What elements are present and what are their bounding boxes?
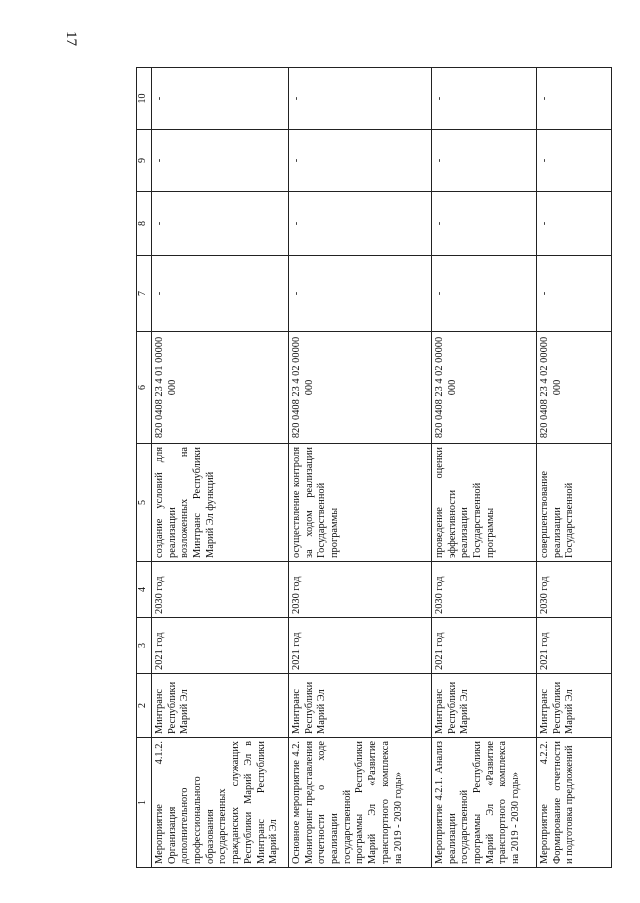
value-cell-7: - [152,256,289,332]
program-activities-table [136,67,612,868]
header-cell-5: 5 [137,444,152,562]
start-year-cell: 2021 год [537,618,612,674]
value-cell-10: - [152,68,289,130]
result-cell: совершенствование реализации Государственной [537,444,612,562]
value-cell-10: - [289,68,432,130]
executor-cell: Минтранс Республики Марий Эл [537,674,612,738]
activity-cell: Мероприятие 4.2.1. Анализ реализации государственной программы Республики Марий Эл «Развитие транспортного комплекса на 2019 - 2030 годы» [432,738,537,868]
table-row [152,68,289,868]
result-cell: проведение оценки эффективности реализации Государственной программы [432,444,537,562]
value-cell-7: - [289,256,432,332]
header-cell-1: 1 [137,738,152,868]
header-cell-4: 4 [137,562,152,618]
value-cell-7: - [432,256,537,332]
end-year-cell: 2030 год [432,562,537,618]
start-year-cell: 2021 год [152,618,289,674]
header-cell-2: 2 [137,674,152,738]
table-row [289,68,432,868]
value-cell-8: - [152,192,289,256]
value-cell-7: - [537,256,612,332]
value-cell-10: - [432,68,537,130]
end-year-cell: 2030 год [537,562,612,618]
header-row [137,68,152,868]
result-cell: осуществление контроля за ходом реализации Государственной программы [289,444,432,562]
value-cell-10: - [537,68,612,130]
header-cell-8: 8 [137,192,152,256]
table-row [537,68,612,868]
executor-cell: Минтранс Республики Марий Эл [432,674,537,738]
value-cell-9: - [289,130,432,192]
start-year-cell: 2021 год [289,618,432,674]
result-cell: создание условий для реализации возложенных на Минтранс Республики Марий Эл функций [152,444,289,562]
value-cell-8: - [537,192,612,256]
executor-cell: Минтранс Республики Марий Эл [289,674,432,738]
rotated-table-container [136,68,636,868]
value-cell-9: - [432,130,537,192]
activity-cell: Мероприятие 4.1.2. Организация дополнительного профессионального образования государственных гражданских служащих Республики Марий Эл в Минтранс Республики Марий Эл [152,738,289,868]
header-cell-9: 9 [137,130,152,192]
value-cell-9: - [537,130,612,192]
header-cell-10: 10 [137,68,152,130]
start-year-cell: 2021 год [432,618,537,674]
header-cell-3: 3 [137,618,152,674]
end-year-cell: 2030 год [152,562,289,618]
table-row [432,68,537,868]
budget-code-cell: 820 0408 23 4 02 00000 000 [432,332,537,444]
activity-cell: Основное мероприятие 4.2. Мониторинг представления отчетности о ходе реализации государственной программы Республики Марий Эл «Развитие транспортного комплекса на 2019 - 2030 годы» [289,738,432,868]
budget-code-cell: 820 0408 23 4 02 00000 000 [537,332,612,444]
budget-code-cell: 820 0408 23 4 02 00000 000 [289,332,432,444]
value-cell-8: - [289,192,432,256]
budget-code-cell: 820 0408 23 4 01 00000 000 [152,332,289,444]
value-cell-9: - [152,130,289,192]
header-cell-6: 6 [137,332,152,444]
executor-cell: Минтранс Республики Марий Эл [152,674,289,738]
value-cell-8: - [432,192,537,256]
end-year-cell: 2030 год [289,562,432,618]
activity-cell: Мероприятие 4.2.2. Формирование отчетности и подготовка предложений [537,738,612,868]
header-cell-7: 7 [137,256,152,332]
page-number: 17 [63,31,79,46]
